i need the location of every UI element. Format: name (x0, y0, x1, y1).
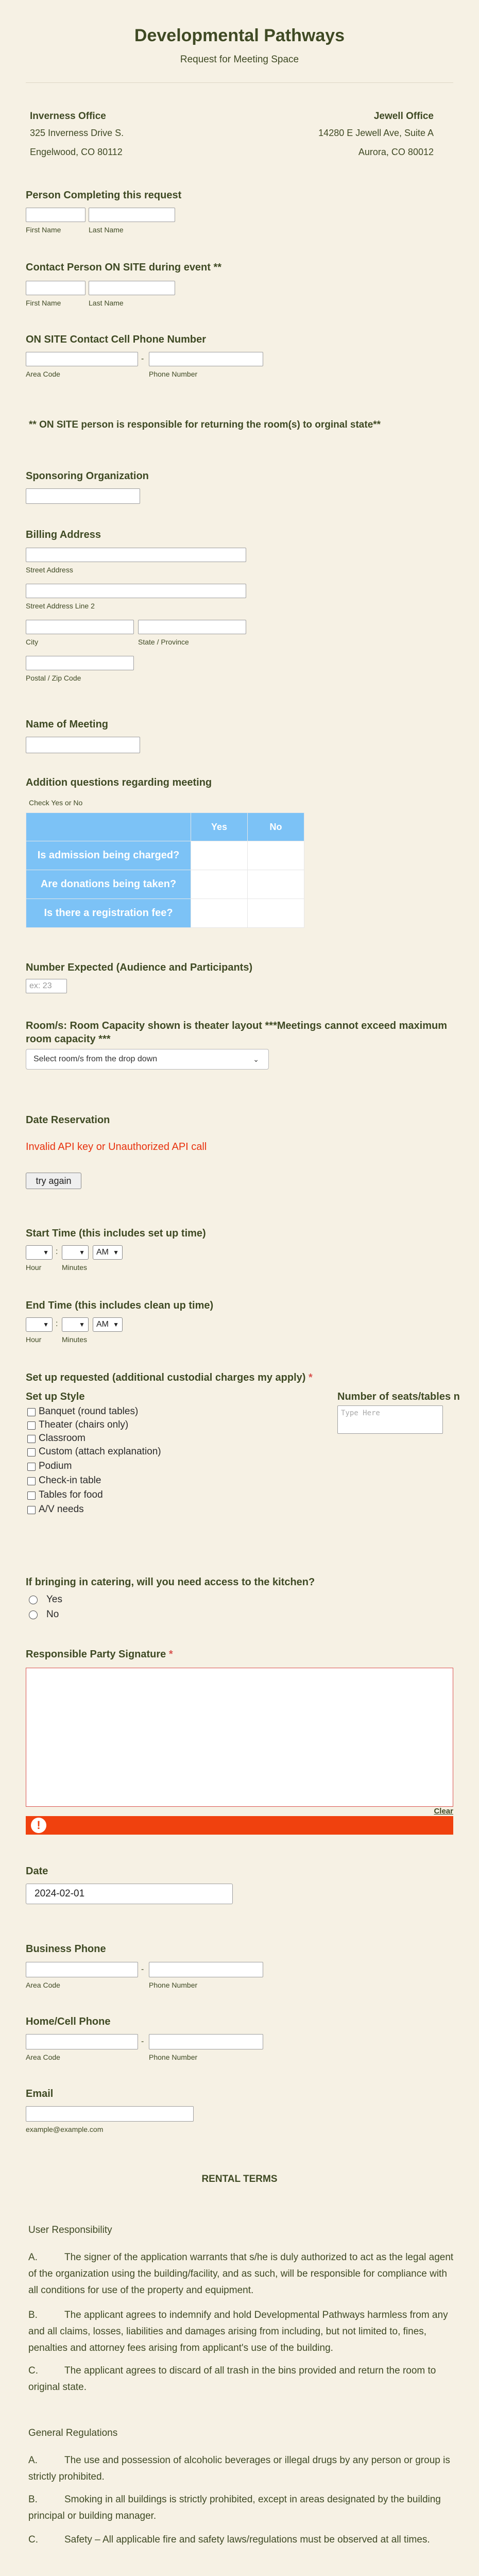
terms-letter: C. (28, 2365, 38, 2376)
sponsoring-org-label: Sponsoring Organization (26, 470, 149, 482)
catering-yes-label: Yes (46, 1594, 62, 1605)
setup-checkbox[interactable] (27, 1421, 36, 1430)
chevron-down-icon: ⌄ (253, 1055, 259, 1063)
terms-letter: B. (28, 2310, 38, 2320)
chevron-down-icon: ▼ (113, 1321, 119, 1328)
contact-last-name-sublabel: Last Name (89, 299, 124, 307)
terms-text: Safety – All applicable fire and safety laws/regulations must be observed at all times. (64, 2534, 430, 2545)
person-last-name-sublabel: Last Name (89, 226, 124, 234)
setup-label (26, 1372, 313, 1384)
questions-header-no: No (248, 813, 304, 841)
left-office-line2: Engelwood, CO 80112 (30, 147, 123, 157)
onsite-phone-number-input[interactable] (149, 352, 263, 366)
setup-seats-textarea[interactable]: Type Here (337, 1405, 443, 1434)
terms-text: The signer of the application warrants that s/he is duly authorized to act as the legal agent of the organization using the building/facility, and as such, will be responsible for compliance with all conditions for use of the property and equipment. (28, 2252, 454, 2296)
start-ampm-value: AM (96, 1248, 109, 1257)
date-label: Date (26, 1866, 48, 1877)
rooms-dropdown-text: Select room/s from the drop down (33, 1055, 158, 1063)
contact-last-name-input[interactable] (89, 281, 175, 295)
setup-label-text: Set up requested (additional custodial charges my apply) (26, 1372, 306, 1383)
question-no-cell[interactable] (248, 870, 304, 899)
business-area-code-sublabel: Area Code (26, 1981, 60, 1989)
setup-option-label: Tables for food (39, 1489, 103, 1500)
terms-item (28, 2492, 456, 2524)
terms-item (28, 2532, 456, 2548)
setup-checkbox[interactable] (27, 1463, 36, 1471)
left-office-line1: 325 Inverness Drive S. (30, 128, 124, 138)
catering-yes-radio[interactable] (29, 1596, 38, 1604)
terms-letter: B. (28, 2494, 38, 2505)
date-reservation-label: Date Reservation (26, 1114, 110, 1126)
question-row-label: Is admission being charged? (26, 841, 191, 870)
onsite-area-code-sublabel: Area Code (26, 370, 60, 378)
home-phone-number-sublabel: Phone Number (149, 2053, 198, 2061)
setup-option-label: Classroom (39, 1433, 85, 1444)
number-expected-input[interactable]: ex: 23 (26, 979, 67, 993)
end-time-label: End Time (this includes clean up time) (26, 1300, 214, 1311)
page-title: Developmental Pathways (134, 26, 345, 45)
terms-letter: C. (28, 2534, 38, 2545)
business-phone-number-input[interactable] (149, 1962, 263, 1977)
general-regulations-heading: General Regulations (28, 2428, 118, 2438)
rooms-dropdown[interactable] (26, 1049, 269, 1070)
setup-checkbox[interactable] (27, 1408, 36, 1416)
email-label: Email (26, 2088, 54, 2099)
home-area-code-input[interactable] (26, 2034, 138, 2049)
terms-letter: A. (28, 2455, 38, 2466)
setup-option-label: Theater (chairs only) (39, 1419, 129, 1430)
terms-item (28, 2363, 456, 2396)
person-first-name-sublabel: First Name (26, 226, 61, 234)
postal-code-input[interactable] (26, 656, 134, 670)
signature-clear-link[interactable]: Clear (434, 1807, 453, 1816)
required-star: * (309, 1372, 313, 1383)
setup-option-label: A/V needs (39, 1504, 84, 1515)
signature-error-bar (26, 1816, 453, 1835)
onsite-note: ** ON SITE person is responsible for returning the room(s) to orginal state** (29, 419, 381, 430)
start-minutes-select[interactable] (62, 1245, 89, 1260)
billing-address-label: Billing Address (26, 529, 101, 540)
date-api-error: Invalid API key or Unauthorized API call (26, 1141, 207, 1153)
question-no-cell[interactable] (248, 899, 304, 928)
email-input[interactable] (26, 2106, 194, 2122)
postal-code-sublabel: Postal / Zip Code (26, 674, 81, 682)
business-area-code-input[interactable] (26, 1962, 138, 1977)
start-time-label: Start Time (this includes set up time) (26, 1228, 206, 1239)
contact-first-name-sublabel: First Name (26, 299, 61, 307)
state-sublabel: State / Province (138, 638, 189, 646)
chevron-down-icon: ▼ (79, 1321, 85, 1328)
chevron-down-icon: ▼ (43, 1321, 49, 1328)
user-responsibility-heading: User Responsibility (28, 2225, 112, 2235)
city-sublabel: City (26, 638, 39, 646)
terms-item (28, 2452, 456, 2485)
setup-seats-header: Number of seats/tables n (337, 1391, 460, 1402)
header-divider (26, 82, 453, 83)
business-phone-number-sublabel: Phone Number (149, 1981, 198, 1989)
setup-checkbox[interactable] (27, 1506, 36, 1514)
sponsoring-org-input[interactable] (26, 488, 140, 504)
right-office-line1: 14280 E Jewell Ave, Suite A (318, 128, 434, 138)
terms-letter: A. (28, 2252, 38, 2263)
end-time-colon: : (56, 1319, 58, 1328)
terms-text: Smoking in all buildings is strictly prohibited, except in areas designated by the building principal or building manager. (28, 2494, 441, 2521)
contact-person-label: Contact Person ON SITE during event ** (26, 262, 222, 273)
chevron-down-icon: ▼ (79, 1249, 85, 1256)
questions-header-yes: Yes (191, 813, 248, 841)
home-phone-number-input[interactable] (149, 2034, 263, 2049)
setup-option-label: Check-in table (39, 1475, 101, 1486)
email-sublabel: example@example.com (26, 2125, 104, 2133)
person-last-name-input[interactable] (89, 208, 175, 222)
question-yes-cell[interactable] (191, 899, 248, 928)
city-input[interactable] (26, 620, 134, 634)
catering-no-label: No (46, 1609, 59, 1620)
phone-dash: - (141, 1965, 144, 1974)
end-minutes-select[interactable] (62, 1317, 89, 1332)
chevron-down-icon: ▼ (43, 1249, 49, 1256)
start-hour-sublabel: Hour (26, 1263, 42, 1272)
question-yes-cell[interactable] (191, 841, 248, 870)
street-address-sublabel: Street Address (26, 566, 73, 574)
street-address-input[interactable] (26, 548, 246, 562)
questions-sublabel: Check Yes or No (29, 799, 83, 807)
rooms-label: Room/s: Room Capacity shown is theater layout ***Meetings cannot exceed maximum room capacity *** (26, 1020, 447, 1045)
signature-label (26, 1649, 173, 1660)
setup-option-label: Custom (attach explanation) (39, 1446, 161, 1457)
terms-text: The applicant agrees to discard of all trash in the bins provided and return the room to original state. (28, 2365, 436, 2393)
date-input[interactable]: 2024-02-01 (26, 1884, 233, 1904)
setup-checkbox[interactable] (27, 1492, 36, 1500)
left-office-name: Inverness Office (30, 111, 106, 122)
street-address-2-input[interactable] (26, 584, 246, 598)
onsite-phone-number-sublabel: Phone Number (149, 370, 198, 378)
business-phone-label: Business Phone (26, 1943, 106, 1955)
start-minutes-sublabel: Minutes (62, 1263, 88, 1272)
end-minutes-sublabel: Minutes (62, 1335, 88, 1344)
end-ampm-value: AM (96, 1320, 109, 1329)
questions-header-blank (26, 813, 191, 841)
try-again-button[interactable]: try again (26, 1173, 81, 1189)
contact-first-name-input[interactable] (26, 281, 85, 295)
required-star: * (168, 1649, 173, 1660)
catering-no-radio[interactable] (29, 1611, 38, 1619)
phone-dash: - (141, 354, 144, 363)
terms-item (28, 2249, 456, 2299)
setup-checkbox[interactable] (27, 1477, 36, 1485)
signature-pad[interactable] (26, 1668, 453, 1807)
catering-label: If bringing in catering, will you need access to the kitchen? (26, 1577, 315, 1588)
chevron-down-icon: ▼ (113, 1249, 119, 1256)
end-hour-select[interactable] (26, 1317, 53, 1332)
page-subtitle: Request for Meeting Space (180, 54, 299, 65)
right-office-name: Jewell Office (373, 111, 434, 122)
end-hour-sublabel: Hour (26, 1335, 42, 1344)
end-ampm-select[interactable] (93, 1317, 123, 1332)
home-phone-label: Home/Cell Phone (26, 2016, 111, 2027)
error-icon: ! (31, 1818, 46, 1833)
meeting-name-input[interactable] (26, 737, 140, 753)
setup-option-label: Banquet (round tables) (39, 1406, 139, 1417)
setup-style-header: Set up Style (26, 1391, 85, 1402)
right-office-line2: Aurora, CO 80012 (358, 147, 434, 157)
setup-option-label: Podium (39, 1461, 72, 1471)
question-row-label: Are donations being taken? (26, 870, 191, 899)
question-no-cell[interactable] (248, 841, 304, 870)
question-row-label: Is there a registration fee? (26, 899, 191, 928)
person-first-name-input[interactable] (26, 208, 85, 222)
start-ampm-select[interactable] (93, 1245, 123, 1260)
street-address-2-sublabel: Street Address Line 2 (26, 602, 95, 610)
terms-text: The use and possession of alcoholic beverages or illegal drugs by any person or group is strictly prohibited. (28, 2455, 450, 2482)
terms-item (28, 2307, 456, 2357)
setup-checkbox[interactable] (27, 1435, 36, 1443)
phone-dash: - (141, 2037, 144, 2046)
onsite-phone-label: ON SITE Contact Cell Phone Number (26, 334, 207, 345)
onsite-area-code-input[interactable] (26, 352, 138, 366)
state-input[interactable] (138, 620, 246, 634)
start-time-colon: : (56, 1247, 58, 1256)
start-hour-select[interactable] (26, 1245, 53, 1260)
terms-text: The applicant agrees to indemnify and hold Developmental Pathways harmless from any and all claims, losses, liabilities and damages arising from including, but not limited to, fines, penalties and attorney fees arising from applicant's use of the building. (28, 2310, 448, 2353)
meeting-name-label: Name of Meeting (26, 719, 109, 730)
questions-label: Addition questions regarding meeting (26, 777, 212, 788)
home-area-code-sublabel: Area Code (26, 2053, 60, 2061)
signature-label-text: Responsible Party Signature (26, 1649, 166, 1660)
rental-terms-title: RENTAL TERMS (201, 2174, 278, 2184)
question-yes-cell[interactable] (191, 870, 248, 899)
person-completing-label: Person Completing this request (26, 190, 182, 201)
setup-checkbox[interactable] (27, 1448, 36, 1456)
number-expected-label: Number Expected (Audience and Participants) (26, 962, 253, 973)
questions-table (26, 812, 304, 928)
